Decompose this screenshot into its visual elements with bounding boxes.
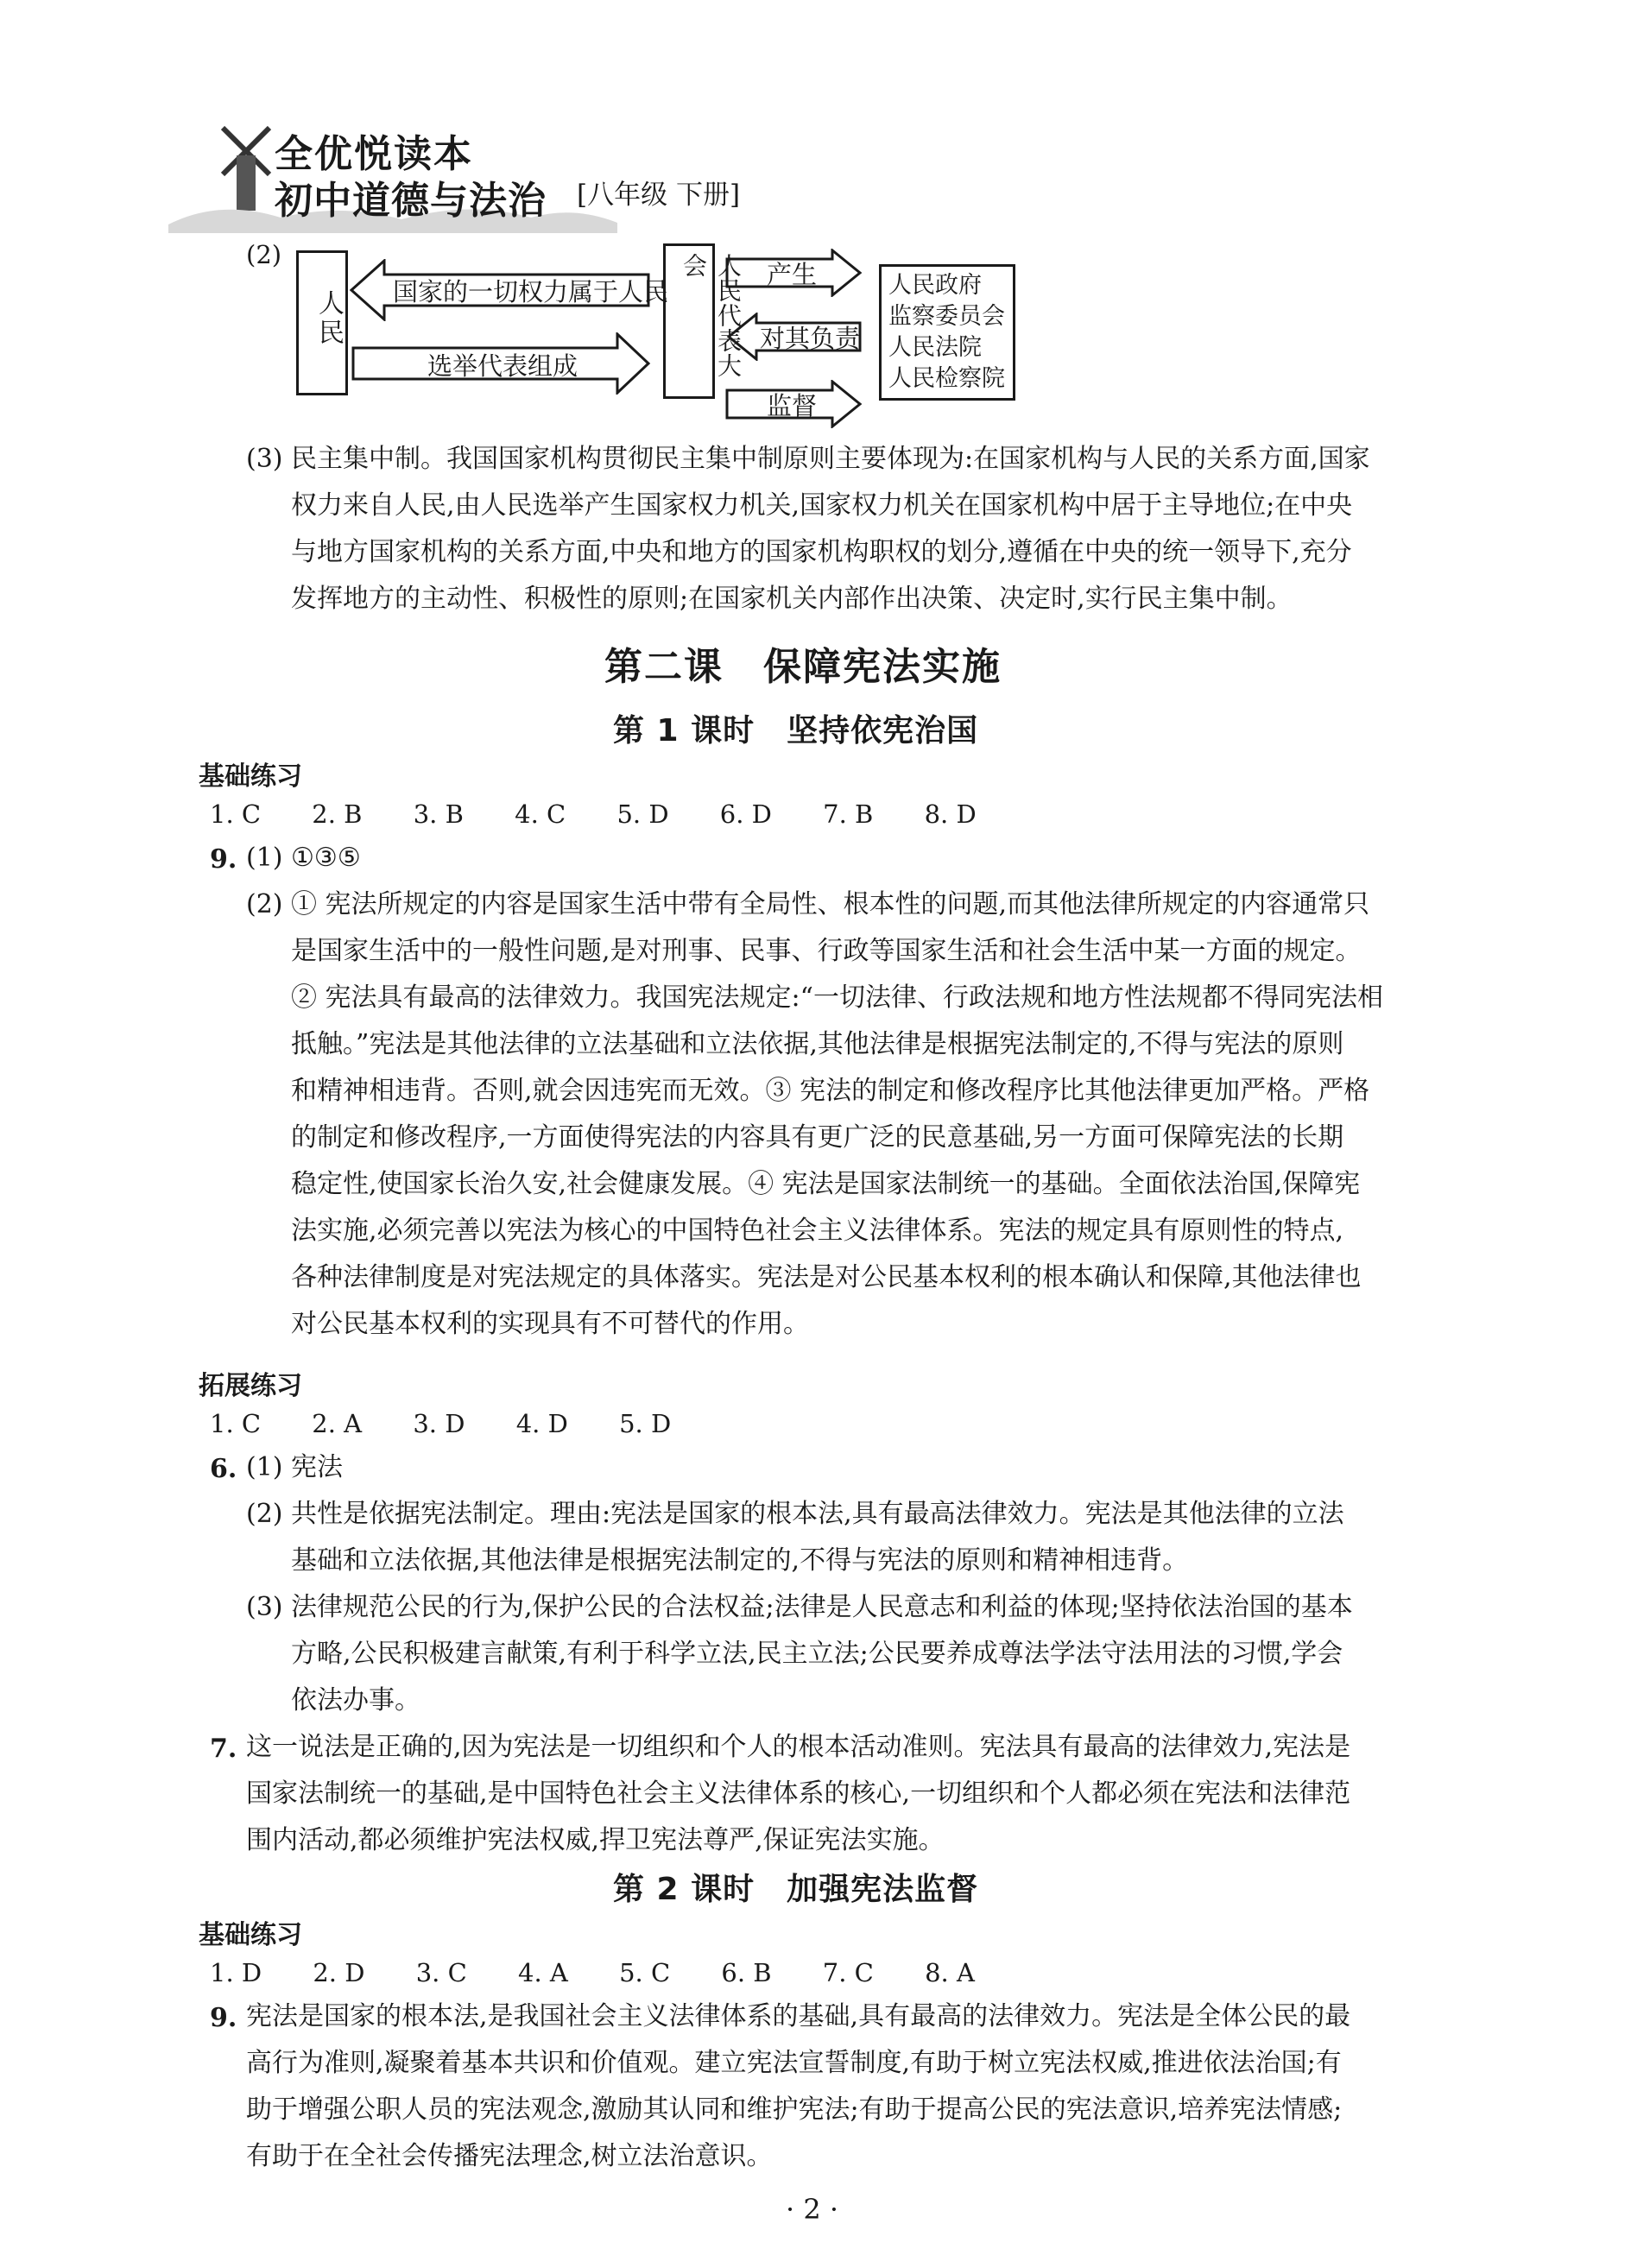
answer-item: 4. C: [515, 799, 566, 829]
q7-line: 这一说法是正确的,因为宪法是一切组织和个人的根本活动准则。宪法具有最高的法律效力,宪法是: [246, 1732, 1351, 1762]
organ-item: 人民检察院: [888, 365, 1005, 392]
q9-part2-label: (2): [246, 889, 283, 919]
answer-item: 6. D: [719, 799, 772, 829]
answer-item: 5. D: [616, 799, 669, 829]
answer-item: 7. B: [823, 799, 874, 829]
q9-part2-line: 抵触。”宪法是其他法律的立法基础和立法依据,其他法律是根据宪法制定的,不得与宪法的原则: [291, 1029, 1344, 1059]
q9-part2-line: ① 宪法所规定的内容是国家生活中带有全局性、根本性的问题,而其他法律所规定的内容通常只: [291, 889, 1370, 919]
lesson-title: 第二课 保障宪法实施: [604, 645, 1002, 689]
answer-item: 2. A: [312, 1409, 363, 1438]
answer-item: 1. D: [210, 1958, 262, 1987]
answer-item: 3. B: [413, 799, 464, 829]
arrow-text-power-to-people: 国家的一切权力属于人民: [393, 277, 669, 306]
q9-part2-line: 稳定性,使国家长治久安,社会健康发展。④ 宪法是国家法制统一的基础。全面依法治国,保障宪: [291, 1169, 1361, 1199]
q9-part2-line: 的制定和修改程序,一方面使得宪法的内容具有更广泛的民意基础,另一方面可保障宪法的长期: [291, 1122, 1344, 1153]
q3-label: (3): [246, 444, 283, 474]
people-label: 人民: [313, 289, 344, 348]
q6-part2-line: 共性是依据宪法制定。理由:宪法是国家的根本法,具有最高法律效力。宪法是其他法律的立法: [291, 1499, 1344, 1529]
q7-line: 国家法制统一的基础,是中国特色社会主义法律体系的核心,一切组织和个人都必须在宪法和法律范: [246, 1778, 1351, 1809]
answer-item: 5. D: [619, 1409, 672, 1438]
s2-q9-line: 助于增强公职人员的宪法观念,激励其认同和维护宪法;有助于提高公民的宪法意识,培养宪法情感;: [246, 2094, 1343, 2125]
organ-item: 人民法院: [888, 334, 982, 361]
organ-item: 人民政府: [888, 272, 982, 299]
q6-part3-label: (3): [246, 1592, 283, 1622]
answer-item: 8. D: [924, 799, 977, 829]
section1-extension-answers: [210, 1409, 714, 1438]
s2-q9-line: 有助于在全社会传播宪法理念,树立法治意识。: [246, 2141, 773, 2171]
brand-title: 全优悦读本: [275, 132, 473, 176]
answer-item: 3. C: [415, 1958, 467, 1987]
section1-extension-label: 拓展练习: [199, 1371, 302, 1401]
s2-q9-line: 宪法是国家的根本法,是我国社会主义法律体系的基础,具有最高的法律效力。宪法是全体公民的最: [246, 2001, 1351, 2031]
answer-item: 6. B: [721, 1958, 772, 1987]
arrow-text-elect: 选举代表组成: [427, 351, 578, 381]
q7-number: 7.: [210, 1734, 237, 1764]
q6-part3-line: 法律规范公民的行为,保护公民的合法权益;法律是人民意志和利益的体现;坚持依法治国的基本: [291, 1592, 1353, 1622]
answer-item: 4. D: [515, 1409, 568, 1438]
answer-item: 4. A: [518, 1958, 568, 1987]
answer-item: 1. C: [210, 1409, 262, 1438]
section2-title: 第 2 课时 加强宪法监督: [613, 1872, 979, 1907]
q9-part2-line: 对公民基本权利的实现具有不可替代的作用。: [291, 1309, 809, 1339]
section2-basic-answers: [210, 1958, 1018, 1987]
subject-title: 初中道德与法治: [275, 179, 547, 223]
q6-part1: (1) 宪法: [246, 1452, 344, 1482]
answer-item: 3. D: [413, 1409, 465, 1438]
q6-part2-line: 基础和立法依据,其他法律是根据宪法制定的,不得与宪法的原则和精神相违背。: [291, 1545, 1189, 1576]
q3-line: 与地方国家机构的关系方面,中央和地方的国家机构职权的划分,遵循在中央的统一领导下,充分: [291, 537, 1352, 567]
npc-box: [663, 243, 743, 399]
q9-part2-line: 是国家生活中的一般性问题,是对刑事、民事、行政等国家生活和社会生活中某一方面的规定。: [291, 936, 1362, 966]
diagram-question-label: (2): [246, 240, 282, 269]
grade-label: [八年级 下册]: [577, 180, 741, 211]
answer-item: 2. B: [312, 799, 363, 829]
section1-title: 第 1 课时 坚持依宪治国: [613, 713, 979, 749]
answer-item: 8. A: [925, 1958, 975, 1987]
q9-part1: (1) ①③⑤: [246, 843, 361, 873]
people-box: [296, 250, 348, 395]
q9-part2-line: 法实施,必须完善以宪法为核心的中国特色社会主义法律体系。宪法的规定具有原则性的特点,: [291, 1216, 1344, 1246]
page-number: · 2 ·: [786, 2193, 839, 2226]
q3-line: 发挥地方的主动性、积极性的原则;在国家机关内部作出决策、决定时,实行民主集中制。: [291, 584, 1293, 614]
section2-basic-label: 基础练习: [199, 1920, 302, 1950]
q6-part3-line: 依法办事。: [291, 1685, 420, 1715]
q9-part2-line: ② 宪法具有最高的法律效力。我国宪法规定:“一切法律、行政法规和地方性法规都不得同宪法相: [291, 982, 1383, 1013]
s2-q9-number: 9.: [210, 2003, 237, 2033]
answer-item: 5. C: [619, 1958, 671, 1987]
arrow-text-produce: 产生: [767, 260, 818, 289]
q6-part2-label: (2): [246, 1499, 283, 1529]
q9-number: 9.: [210, 844, 237, 875]
q7-line: 围内活动,都必须维护宪法权威,捍卫宪法尊严,保证宪法实施。: [246, 1825, 945, 1855]
q6-part3-line: 方略,公民积极建言献策,有利于科学立法,民主立法;公民要养成尊法学法守法用法的习惯,学会: [291, 1639, 1343, 1669]
s2-q9-line: 高行为准则,凝聚着基本共识和价值观。建立宪法宣誓制度,有助于树立宪法权威,推进依法治国;有: [246, 2048, 1342, 2078]
arrow-text-supervise: 监督: [767, 391, 818, 420]
q9-part2-line: 各种法律制度是对宪法规定的具体落实。宪法是对公民基本权利的根本确认和保障,其他法律也: [291, 1262, 1362, 1292]
answer-item: 1. C: [210, 799, 262, 829]
npc-label: 人民代表大会: [680, 253, 743, 378]
state-organs-box: [879, 264, 1015, 401]
answer-item: 7. C: [822, 1958, 874, 1987]
answer-item: 2. D: [313, 1958, 365, 1987]
q6-number: 6.: [210, 1454, 237, 1484]
section1-basic-label: 基础练习: [199, 761, 302, 792]
organ-item: 监察委员会: [888, 303, 1005, 330]
arrow-text-responsible: 对其负责: [760, 324, 861, 353]
section1-basic-answers: [210, 799, 1020, 829]
q9-part2-line: 和精神相违背。否则,就会因违宪而无效。③ 宪法的制定和修改程序比其他法律更加严格。严格: [291, 1076, 1370, 1106]
q3-line: 民主集中制。我国国家机构贯彻民主集中制原则主要体现为:在国家机构与人民的关系方面,国家: [291, 444, 1370, 474]
q3-line: 权力来自人民,由人民选举产生国家权力机关,国家权力机关在国家机构中居于主导地位;在中央: [291, 490, 1353, 521]
